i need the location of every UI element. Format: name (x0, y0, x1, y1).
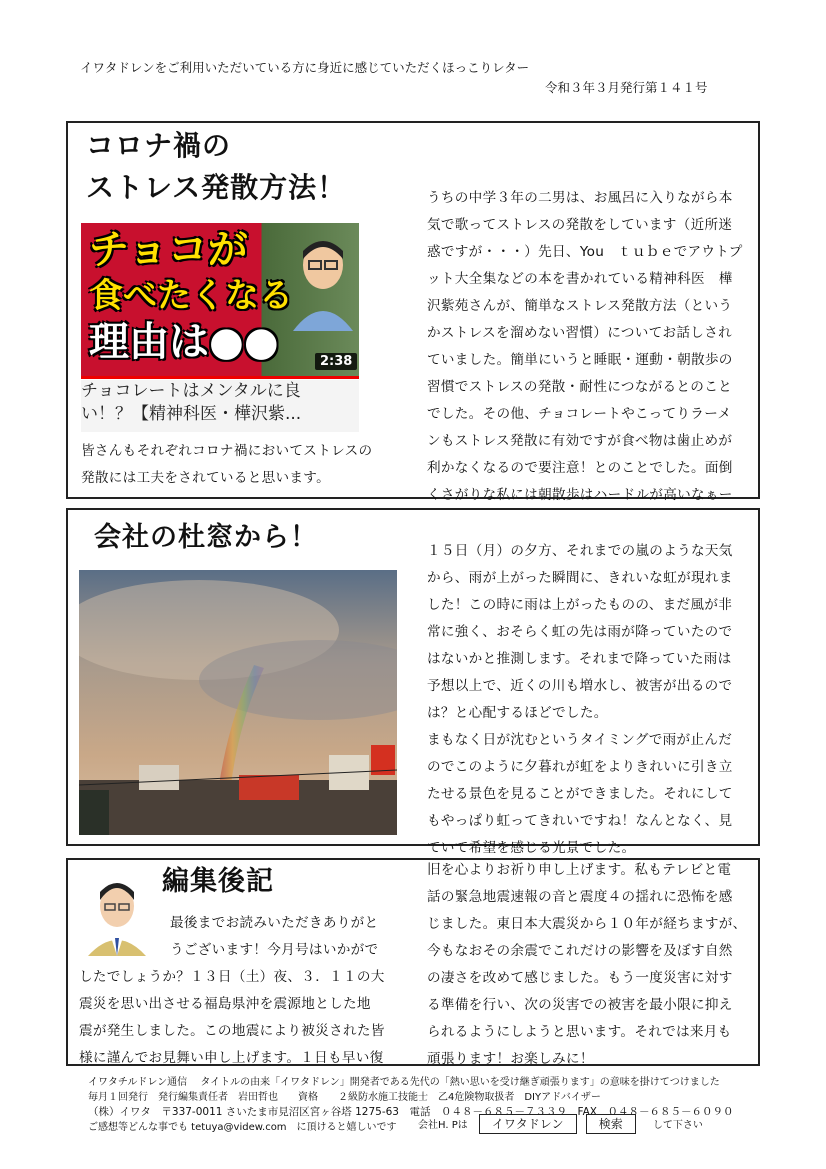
text-line: したでしょうか？１３日（土）夜、３．１１の大 (79, 969, 385, 985)
text-line: かストレスを溜めない習慣）についてお話しされ (427, 325, 732, 341)
article1-left-text (81, 438, 411, 492)
article2-title: 会社の杜窓から！ (94, 522, 318, 553)
text-line: した！この時に雨は上がったものの、まだ風が非 (427, 597, 733, 613)
text-line: 習慣でストレスの発散・耐性につながるとのこと (427, 379, 732, 395)
text-line: 気で歌ってストレスの発散をしています（近所迷 (427, 217, 733, 233)
article3-right-text (427, 857, 757, 1073)
text-line: 震災を思い出させる福島県沖を震源地とした地 (79, 996, 371, 1012)
footer-line2: 毎月１回発行 発行編集責任者 岩田哲也 資格 ２級防水施工技能士 乙4危険物取扱者 DIYアドバイザー (88, 1092, 601, 1103)
text-line: 様に謹んでお見舞い申し上げます。１日も早い復 (79, 1050, 384, 1066)
text-line: ット大全集などの本を書かれている精神科医 樺 (427, 271, 733, 287)
text-line: 頑張ります！お楽しみに！ (427, 1051, 594, 1067)
footer-contact: ご感想等どんな事でも tetuya@videw.com に頂けると嬉しいです (88, 1122, 397, 1133)
text-line: じました。東日本大震災から１０年が経ちますが、 (427, 916, 747, 932)
editor-portrait (86, 868, 148, 956)
text-line: まもなく日が沈むというタイミングで雨が止んだ (427, 732, 733, 748)
text-line: ンもストレス発散に有効ですが食べ物は歯止めが (427, 433, 733, 449)
text-line: 最後までお読みいただきありがと (170, 915, 379, 931)
search-term-box[interactable]: イワタドレン (479, 1114, 577, 1134)
article-rainbow (66, 508, 760, 856)
article3-left-text (79, 964, 419, 1072)
text-line: 惑ですが・・・）先日、You ｔｕｂｅでアウトプ (427, 244, 743, 260)
text-line: の凄さを改めて感じました。もう一度災害に対す (427, 970, 733, 986)
article1-right-text (427, 185, 757, 509)
text-line: られるようにしようと思います。それでは来月も (427, 1024, 732, 1040)
text-line: 旧を心よりお祈り申し上げます。私もテレビと電 (427, 862, 732, 878)
article1-title-line2: ストレス発散方法！ (86, 171, 347, 204)
video-duration: 2:38 (315, 353, 357, 370)
footer-line1: イワタチルドレン通信 タイトルの由来「イワタドレン」開発者である先代の「熱い思いを受け継ぎ頑張ります」の意味を掛けてつけました (88, 1077, 720, 1088)
text-line: うちの中学３年の二男は、お風呂に入りながら本 (427, 190, 733, 206)
hp-suffix: して下さい (652, 1120, 703, 1131)
text-line: もやっぱり虹ってきれいですね！なんとなく、見 (427, 813, 733, 829)
text-line: たせる景色を見ることができました。それにして (427, 786, 733, 802)
text-line: 震が発生しました。この地震により被災された皆 (79, 1023, 385, 1039)
footer-line3: （株）イワタ 〒337-0011 さいたま市見沼区宮ヶ谷塔 1275-63 電話 ０４８－６８５－７３３９ FAX ０４８－６８５－６０９０ (88, 1106, 734, 1118)
text-line: 皆さんもそれぞれコロナ禍においてストレスの (81, 443, 373, 459)
text-line: 今もなおその余震でこれだけの影響を及ぼす自然 (427, 943, 733, 959)
article-editorial (66, 858, 760, 1066)
text-line: る準備を行い、次の災害での被害を最小限に抑え (427, 997, 733, 1013)
text-line: うございます！今月号はいかがで (170, 942, 379, 958)
text-line: 利かなくなるので要注意！とのことでした。面倒 (427, 460, 733, 476)
thumbnail-caption (89, 227, 293, 365)
thumbnail-caption-line3: 理由は●● (89, 319, 279, 365)
article-stress (66, 121, 760, 503)
text-line: でした。その他、チョコレートやこってりラーメ (427, 406, 732, 422)
text-line: はないかと推測します。それまで降っていた雨は (427, 651, 732, 667)
footer-search (418, 1114, 798, 1134)
article1-title-line1: コロナ禍の (86, 129, 232, 162)
rainbow-photo-image (79, 570, 397, 835)
video-title-line2: い！？【精神科医・樺沢紫... (81, 404, 302, 424)
article3-title: 編集後記 (162, 866, 274, 897)
rainbow-photo (79, 570, 397, 835)
text-line: は？と心配するほどでした。 (427, 705, 608, 721)
issue-number: 令和３年３月発行第１４１号 (545, 80, 708, 95)
header-tagline: イワタドレンをご利用いただいている方に身近に感じていただくほっこりレター (80, 60, 530, 75)
text-line: くさがりな私には朝散歩はハードルが高いなぁー (427, 487, 733, 503)
thumbnail-caption-line2: 食べたくなる (89, 276, 293, 316)
thumbnail-caption-line1: チョコが (89, 227, 248, 273)
text-line: 話の緊急地震速報の音と震度４の揺れに恐怖を感 (427, 889, 733, 905)
video-title-line1: チョコレートはメンタルに良 (81, 381, 301, 401)
article1-title (86, 125, 346, 209)
search-button[interactable]: 検索 (586, 1114, 636, 1134)
text-line: ていて希望を感じる光景でした。 (427, 840, 636, 856)
video-thumbnail[interactable] (81, 223, 359, 379)
text-line: 沢紫苑さんが、簡単なストレス発散方法（という (427, 298, 733, 314)
text-line: 発散には工夫をされていると思います。 (81, 470, 330, 486)
video-title[interactable] (81, 380, 359, 432)
text-line: のでこのように夕暮れが虹をよりきれいに引き立 (427, 759, 733, 775)
progress-bar (81, 376, 359, 379)
article2-right-text (427, 538, 757, 862)
text-line: ていました。簡単にいうと睡眠・運動・朝散歩の (427, 352, 733, 368)
text-line: 予想以上で、近くの川も増水し、被害が出るので (427, 678, 733, 694)
article3-indent-text (170, 910, 420, 964)
text-line: １５日（月）の夕方、それまでの嵐のような天気 (427, 543, 733, 559)
text-line: から、雨が上がった瞬間に、きれいな虹が現れま (427, 570, 733, 586)
text-line: 常に強く、おそらく虹の先は雨が降っていたので (427, 624, 733, 640)
doctor-icon (289, 231, 357, 331)
hp-label: 会社H. Pは (418, 1120, 468, 1131)
